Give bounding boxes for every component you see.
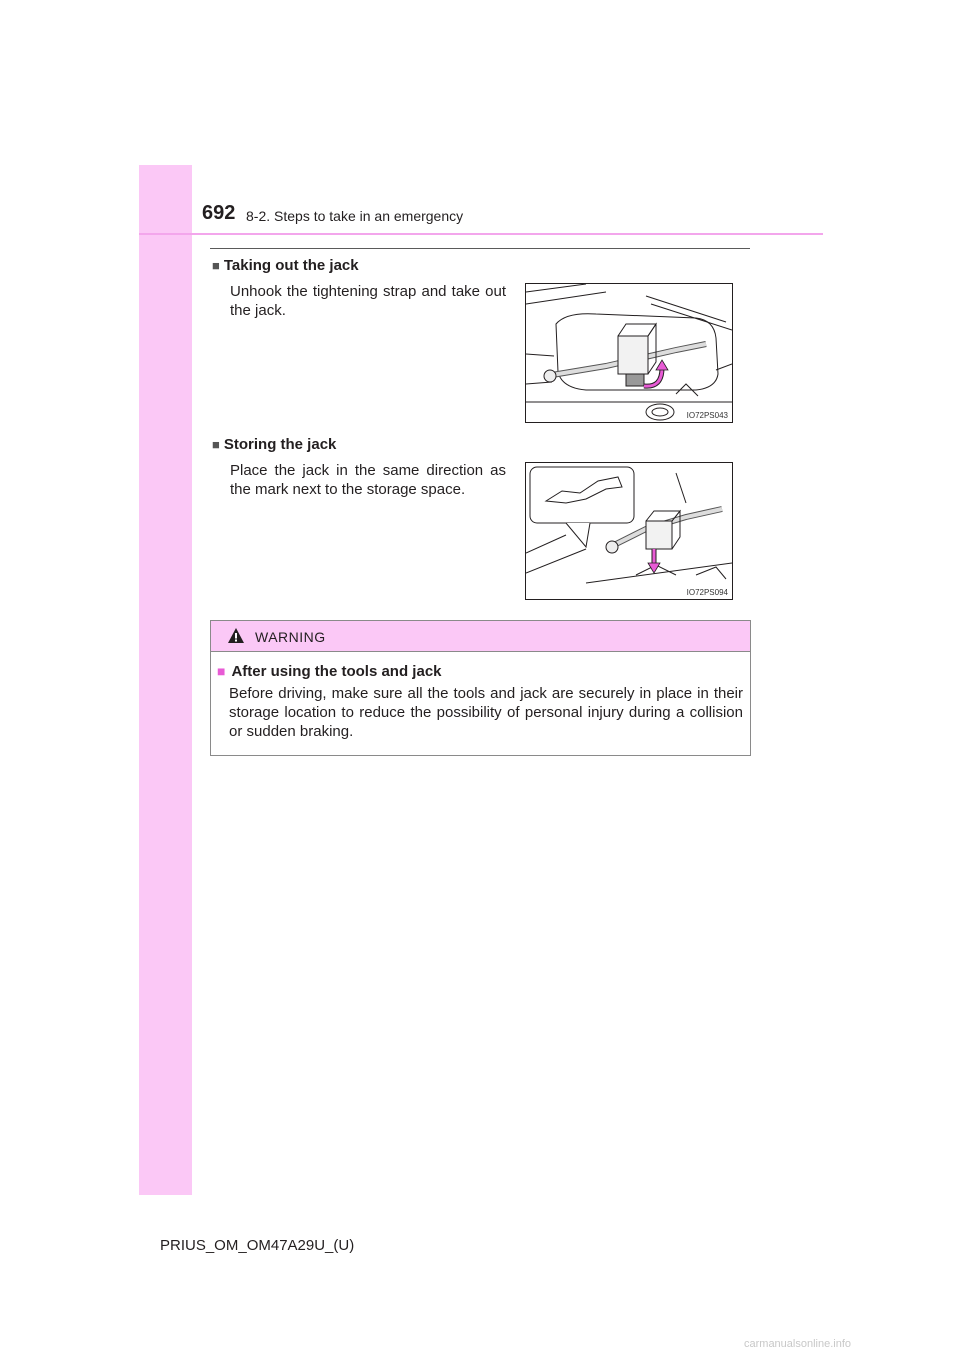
figure-jack-storage: [525, 462, 733, 600]
warning-triangle-icon: [227, 627, 245, 644]
figure-jack-removal: [525, 283, 733, 423]
paragraph-taking-out-jack: Unhook the tightening strap and take out the jack.: [230, 283, 506, 319]
warning-box: [210, 620, 751, 756]
warning-subheading: [217, 663, 442, 680]
black-square-icon: ■: [212, 437, 220, 452]
subheading-taking-out-jack: [212, 257, 359, 274]
watermark: carmanualsonline.info: [744, 1338, 852, 1350]
page-number: 692: [202, 202, 236, 224]
warning-label: WARNING: [255, 629, 326, 645]
subheading-text: Taking out the jack: [223, 257, 359, 274]
jack-removal-illustration: [526, 284, 732, 422]
side-tab: [139, 165, 192, 1195]
warning-text: Before driving, make sure all the tools and jack are securely in place in their storage location to reduce the possibility of personal injury during a collision or sudden braking.: [229, 685, 743, 740]
warning-subheading-text: After using the tools and jack: [231, 663, 442, 680]
black-square-icon: ■: [212, 258, 220, 273]
pink-square-icon: ■: [217, 663, 226, 679]
subheading-storing-jack: [212, 436, 336, 453]
figure-code: IO72PS043: [686, 411, 728, 420]
warning-header: [211, 621, 750, 652]
jack-storage-illustration: [526, 463, 732, 599]
section-title: 8-2. Steps to take in an emergency: [246, 208, 464, 224]
figure-code: IO72PS094: [686, 588, 728, 597]
content-rule: [210, 248, 750, 249]
header-rule: [139, 233, 823, 235]
subheading-text: Storing the jack: [223, 436, 337, 453]
paragraph-storing-jack: Place the jack in the same direction as the mark next to the storage space.: [230, 462, 506, 498]
footer-code: PRIUS_OM_OM47A29U_(U): [160, 1237, 355, 1254]
